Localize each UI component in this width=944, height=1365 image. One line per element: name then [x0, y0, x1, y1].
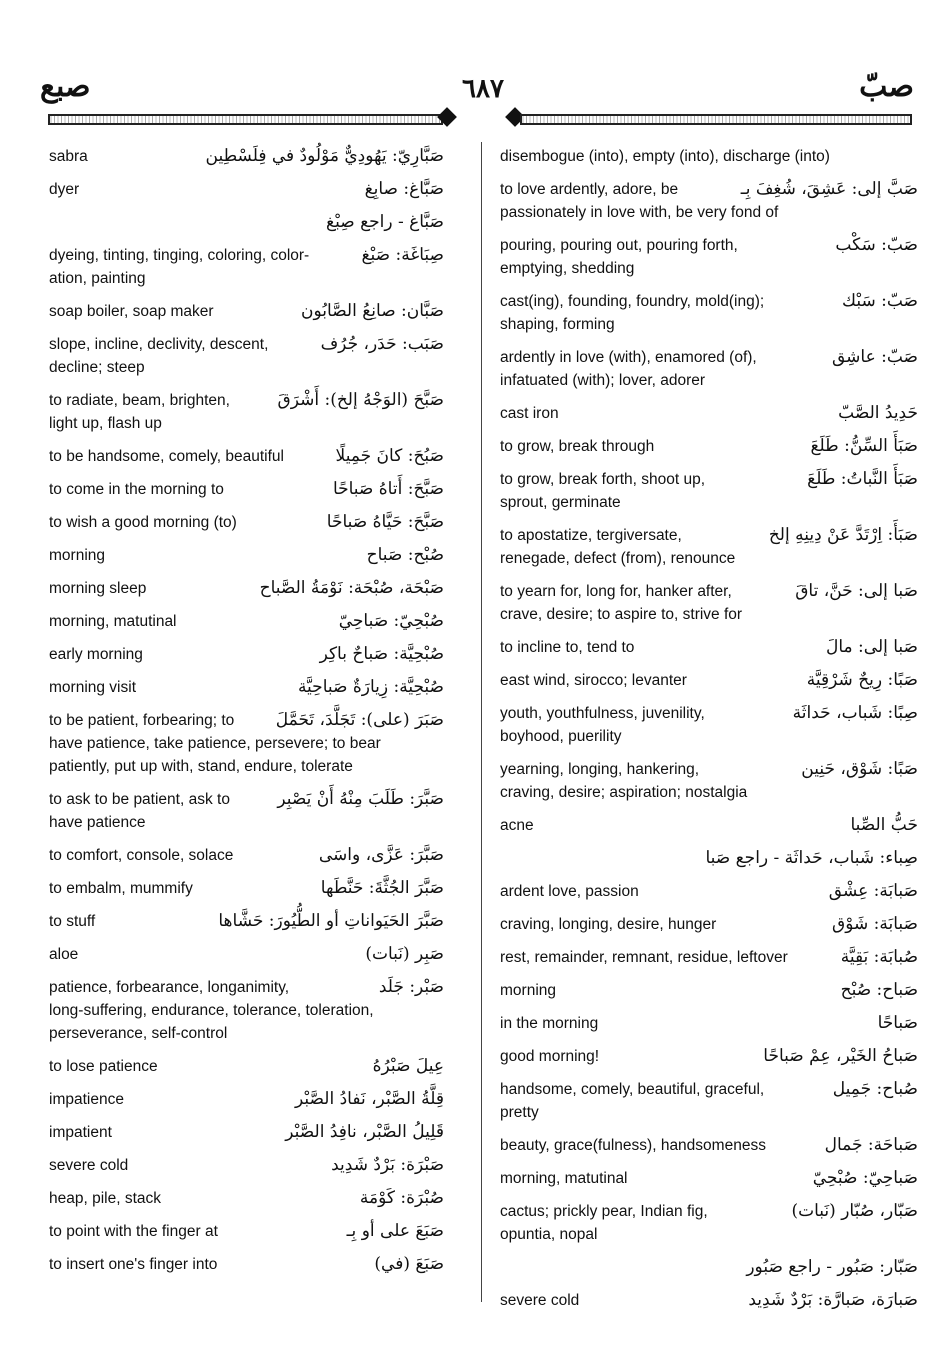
entry-english-line: to embalm, mummify — [49, 880, 193, 897]
dictionary-entry — [500, 1167, 918, 1190]
entry-arabic-headword: صَبَّحَ: أَتاهُ صَباحًا — [329, 478, 444, 501]
entry-arabic-headword: صِبَاغَة: صَبْغ — [358, 244, 445, 267]
entry-english-line: emptying, shedding — [500, 260, 635, 277]
column-divider — [481, 142, 482, 1302]
dictionary-entry — [500, 1134, 918, 1157]
entry-arabic-headword: صَباح: صُبْح — [837, 979, 918, 1002]
entry-english-line: cactus; prickly pear, Indian fig, — [500, 1203, 708, 1220]
entry-arabic-headword: صَبَرَ (على): تَجَلَّدَ، تَحَمَّلَ — [272, 709, 444, 732]
entry-arabic-headword: صِبًا: شَباب، حَداثَة — [789, 702, 918, 725]
dictionary-entry — [500, 524, 918, 570]
dictionary-entry — [49, 1154, 444, 1177]
entry-english-line: crave, desire; to aspire to, strive for — [500, 606, 743, 623]
entry-english-line: have patience — [49, 814, 146, 831]
entry-english-line: light up, flash up — [49, 415, 162, 432]
entry-arabic-headword: صَبَّحَ (الوَجْهُ إلخ): أَشْرَقَ — [274, 389, 444, 412]
dictionary-entry — [49, 1088, 444, 1111]
entry-english-line: sabra — [49, 148, 88, 165]
entry-english-line: to radiate, beam, brighten, — [49, 392, 230, 409]
entry-arabic-headword: صَبّار، صُبّار (نَبات) — [787, 1200, 918, 1223]
entry-arabic-headword: صَبًا: شَوْق، حَنِين — [797, 758, 918, 781]
dictionary-entry — [49, 788, 444, 834]
entry-english-line: to come in the morning to — [49, 481, 224, 498]
entry-arabic-headword: صُبابَة: بَقِيَّة — [837, 946, 918, 969]
entry-english-line: to incline to, tend to — [500, 639, 635, 656]
entry-english-line: to wish a good morning (to) — [49, 514, 237, 531]
entry-english-line: to ask to be patient, ask to — [49, 791, 230, 808]
entry-english-line: morning — [49, 547, 105, 564]
entry-english-line: severe cold — [49, 1157, 129, 1174]
entry-english-line: passionately in love with, be very fond of — [500, 204, 779, 221]
dictionary-entry — [500, 1012, 918, 1035]
entry-arabic-headword: صَبْرَة: بَرْدٌ شَدِيد — [327, 1154, 444, 1177]
entry-english-line: to lose patience — [49, 1058, 158, 1075]
entry-english-line: rest, remainder, remnant, residue, leftover — [500, 949, 788, 966]
header-guide-word-right: صبّ — [859, 69, 914, 104]
entry-arabic-headword: صَبَعَ (في) — [370, 1253, 444, 1276]
dictionary-entry — [500, 234, 918, 280]
entry-english-line: to grow, break forth, shoot up, — [500, 471, 706, 488]
entry-english-line: good morning! — [500, 1048, 600, 1065]
entry-english-line: to point with the finger at — [49, 1223, 218, 1240]
entry-english-line: cast(ing), founding, foundry, mold(ing); — [500, 293, 765, 310]
dictionary-entry — [500, 979, 918, 1002]
dictionary-entry — [500, 1256, 918, 1279]
entry-arabic-headword: صَبَب: حَدَر، جُرُف — [317, 333, 444, 356]
dictionary-entry — [500, 402, 918, 425]
dictionary-entry — [49, 910, 444, 933]
dictionary-entry — [500, 1045, 918, 1068]
dictionary-entry — [49, 178, 444, 201]
entry-english-line: morning, matutinal — [500, 1170, 628, 1187]
entry-english-line: craving, longing, desire, hunger — [500, 916, 717, 933]
entry-english-line: to grow, break through — [500, 438, 655, 455]
dictionary-entry — [500, 847, 918, 870]
dictionary-entry — [49, 1253, 444, 1276]
entry-arabic-headword: صَبَعَ على أو بِـ — [343, 1220, 444, 1243]
dictionary-entry — [49, 877, 444, 900]
entry-english-line: east wind, sirocco; levanter — [500, 672, 687, 689]
entry-arabic-headword: صِباء: شَباب، حَداثَة - راجع صَبا — [705, 848, 918, 868]
entry-arabic-headword: صَبْر: جَلَد — [375, 976, 444, 999]
entry-english-line: patiently, put up with, stand, endure, tolerate — [49, 758, 353, 775]
entry-english-line: to comfort, console, solace — [49, 847, 234, 864]
entry-english-line: morning, matutinal — [49, 613, 177, 630]
entry-english-line: ardent love, passion — [500, 883, 639, 900]
entry-english-line: acne — [500, 817, 534, 834]
entry-arabic-headword: صَبَّاغ: صابِغ — [361, 178, 444, 201]
entry-arabic-headword: صَباحُ الخَيْر، عِمْ صَباحًا — [759, 1045, 918, 1068]
dictionary-entry — [500, 814, 918, 837]
entry-arabic-headword: قِلَّةُ الصَّبْر، نَفادُ الصَّبْر — [291, 1088, 444, 1111]
entry-english-line: boyhood, puerility — [500, 728, 622, 745]
entry-english-line: craving, desire; aspiration; nostalgia — [500, 784, 748, 801]
dictionary-entry — [500, 580, 918, 626]
dictionary-entry — [500, 1200, 918, 1246]
entry-arabic-headword: صُبْرَة: كَوْمَة — [356, 1187, 444, 1210]
entry-english-line: sprout, germinate — [500, 494, 621, 511]
entry-arabic-headword: صَبَّارِيّ: يَهُودِيٌّ مَوْلُودٌ في فِلَسْطِين — [202, 145, 444, 168]
entry-arabic-headword: صُبْحِيّ: صَباحِيّ — [335, 610, 444, 633]
entry-arabic-headword: صَبِر (نَبات) — [361, 943, 444, 966]
entry-english-line: severe cold — [500, 1292, 580, 1309]
dictionary-entry — [49, 643, 444, 666]
dictionary-entry — [49, 610, 444, 633]
dictionary-entry — [49, 1220, 444, 1243]
entry-arabic-headword: صَبّ: عاشِق — [828, 346, 918, 369]
entry-english-line: morning — [500, 982, 556, 999]
dictionary-entry — [500, 468, 918, 514]
dictionary-entry — [49, 709, 444, 778]
dictionary-entry — [49, 511, 444, 534]
dictionary-entry — [500, 702, 918, 748]
dictionary-entry — [49, 943, 444, 966]
dictionary-entry — [49, 976, 444, 1045]
dictionary-entry — [500, 636, 918, 659]
entry-english-line: disembogue (into), empty (into), discharge (into) — [500, 148, 830, 165]
dictionary-entry — [49, 1055, 444, 1078]
entry-english-line: dyeing, tinting, tinging, coloring, color- — [49, 247, 310, 264]
entry-arabic-headword: صَبا إلى: حَنَّ، تاقَ — [791, 580, 918, 603]
entry-arabic-headword: حَدِيدُ الصَّبّ — [834, 402, 918, 425]
dictionary-entry — [500, 1289, 918, 1312]
entry-english-line: patience, forbearance, longanimity, — [49, 979, 290, 996]
dictionary-entry — [49, 445, 444, 468]
dictionary-entry — [500, 913, 918, 936]
entry-english-line: early morning — [49, 646, 143, 663]
entry-english-line: to love ardently, adore, be — [500, 181, 679, 198]
entry-english-line: to yearn for, long for, hanker after, — [500, 583, 732, 600]
entry-english-line: to apostatize, tergiversate, — [500, 527, 682, 544]
entry-arabic-headword: صُبْحِيَّة: زِيارَةٌ صَباحِيَّة — [294, 676, 444, 699]
entry-english-line: to be patient, forbearing; to — [49, 712, 235, 729]
entry-english-line: soap boiler, soap maker — [49, 303, 214, 320]
entry-arabic-headword: صَبابَة: شَوْق — [828, 913, 918, 936]
entry-english-line: pretty — [500, 1104, 539, 1121]
entry-arabic-headword: صَبَّحَ: حَيَّاهُ صَباحًا — [323, 511, 444, 534]
entry-english-line: heap, pile, stack — [49, 1190, 162, 1207]
entry-arabic-headword: صَبَّاغ - راجع صِبْغ — [326, 212, 444, 232]
header-ornament-right — [520, 114, 912, 125]
dictionary-entry — [500, 435, 918, 458]
entry-arabic-headword: قَلِيلُ الصَّبْر، نافِدُ الصَّبْر — [281, 1121, 444, 1144]
dictionary-entry — [49, 333, 444, 379]
entry-arabic-headword: صَبُحَ: كانَ جَمِيلًا — [332, 445, 444, 468]
dictionary-entry — [49, 300, 444, 323]
entry-arabic-headword: صَبَأَ السِّنُّ: طَلَعَ — [807, 435, 919, 458]
entry-english-line: morning visit — [49, 679, 136, 696]
entry-arabic-headword: صَباحَة: جَمال — [821, 1134, 918, 1157]
entry-english-line: impatient — [49, 1124, 112, 1141]
entry-english-line: cast iron — [500, 405, 559, 422]
entry-arabic-headword: صَبَّرَ: طَلَبَ مِنْهُ أَنْ يَصْبِر — [273, 788, 444, 811]
entry-english-line: to stuff — [49, 913, 96, 930]
dictionary-entry — [49, 145, 444, 168]
entry-arabic-headword: صَبَّ إلى: عَشِقَ، شُغِفَ بِـ — [737, 178, 918, 201]
entry-arabic-headword: صَبَّرَ الحَيَواناتِ أو الطُّيُورَ: حَشَّاها — [214, 910, 444, 933]
entry-english-line: perseverance, self-control — [49, 1025, 228, 1042]
entry-english-line: shaping, forming — [500, 316, 615, 333]
entry-arabic-headword: صُبْحِيَّة: صَباحٌ باكِر — [316, 643, 444, 666]
entry-arabic-headword: صُباح: جَمِيل — [829, 1078, 918, 1101]
entry-english-line: morning sleep — [49, 580, 147, 597]
dictionary-entry — [49, 844, 444, 867]
dictionary-entry — [49, 676, 444, 699]
dictionary-entry — [49, 389, 444, 435]
entry-arabic-headword: صَبا إلى: مالَ — [822, 636, 918, 659]
entry-arabic-headword: صَبّار: صَبُور - راجع صَبُور — [746, 1257, 918, 1277]
right-column — [500, 145, 918, 1322]
entry-english-line: beauty, grace(fulness), handsomeness — [500, 1137, 766, 1154]
dictionary-entry — [500, 758, 918, 804]
entry-arabic-headword: صَبَأَ: اِرْتَدَّ عَنْ دِينِهِ إلخ — [765, 524, 918, 547]
entry-english-line: infatuated (with); lover, adorer — [500, 372, 706, 389]
entry-arabic-headword: عِيلَ صَبْرُهُ — [369, 1055, 444, 1078]
dictionary-entry — [49, 478, 444, 501]
entry-arabic-headword: صَبّ: سَكْب — [831, 234, 918, 257]
entry-english-line: aloe — [49, 946, 79, 963]
entry-english-line: renegade, defect (from), renounce — [500, 550, 736, 567]
entry-english-line: pouring, pouring out, pouring forth, — [500, 237, 738, 254]
entry-arabic-headword: صَبْحَة، صُبْحَة: نَوْمَةُ الصَّباح — [256, 577, 444, 600]
dictionary-entry — [49, 544, 444, 567]
entry-arabic-headword: صَبَّرَ الجُثَّةَ: حَنَّطَها — [317, 877, 444, 900]
entry-arabic-headword: صَبَّرَ: عَزَّى، واسَى — [315, 844, 444, 867]
entry-arabic-headword: صَبَّان: صانِعُ الصَّابُون — [297, 300, 444, 323]
entry-arabic-headword: صَباحًا — [874, 1012, 918, 1035]
dictionary-entry — [500, 145, 918, 168]
entry-english-line: have patience, take patience, persevere; to bear — [49, 735, 381, 752]
entry-english-line: ardently in love (with), enamored (of), — [500, 349, 757, 366]
entry-english-line: long-suffering, endurance, tolerance, toleration, — [49, 1002, 374, 1019]
dictionary-entry — [49, 1187, 444, 1210]
entry-arabic-headword: صَبابَة: عِشْق — [825, 880, 918, 903]
entry-english-line: to insert one's finger into — [49, 1256, 218, 1273]
entry-english-line: slope, incline, declivity, descent, — [49, 336, 269, 353]
entry-english-line: ation, painting — [49, 270, 146, 287]
entry-english-line: yearning, longing, hankering, — [500, 761, 700, 778]
entry-english-line: decline; steep — [49, 359, 145, 376]
dictionary-entry — [49, 577, 444, 600]
entry-english-line: dyer — [49, 181, 80, 198]
dictionary-entry — [49, 211, 444, 234]
entry-arabic-headword: حَبُّ الصِّبا — [846, 814, 918, 837]
entry-arabic-headword: صَبًا: رِيحٌ شَرْقِيَّة — [803, 669, 918, 692]
dictionary-entry — [500, 290, 918, 336]
header-guide-word-left: صبع — [40, 69, 91, 104]
entry-english-line: handsome, comely, beautiful, graceful, — [500, 1081, 765, 1098]
dictionary-entry — [500, 178, 918, 224]
page-number: ٦٨٧ — [462, 74, 504, 104]
entry-arabic-headword: صُبْح: صَباح — [363, 544, 444, 567]
entry-arabic-headword: صَبَأَ النَّباتُ: طَلَعَ — [803, 468, 918, 491]
left-column — [49, 145, 444, 1286]
dictionary-entry — [500, 669, 918, 692]
entry-english-line: opuntia, nopal — [500, 1226, 598, 1243]
entry-arabic-headword: صَبارَة، صَبارَّة: بَرْدٌ شَدِيد — [744, 1289, 918, 1312]
dictionary-entry — [49, 1121, 444, 1144]
header-ornament-left — [48, 114, 443, 125]
dictionary-entry — [500, 880, 918, 903]
entry-english-line: impatience — [49, 1091, 124, 1108]
dictionary-entry — [49, 244, 444, 290]
entry-arabic-headword: صَبّ: سَبْك — [838, 290, 918, 313]
dictionary-entry — [500, 346, 918, 392]
entry-english-line: youth, youthfulness, juvenility, — [500, 705, 705, 722]
entry-english-line: to be handsome, comely, beautiful — [49, 448, 284, 465]
entry-arabic-headword: صَباحِيّ: صُبْحِيّ — [809, 1167, 918, 1190]
dictionary-entry — [500, 946, 918, 969]
dictionary-entry — [500, 1078, 918, 1124]
entry-english-line: in the morning — [500, 1015, 599, 1032]
